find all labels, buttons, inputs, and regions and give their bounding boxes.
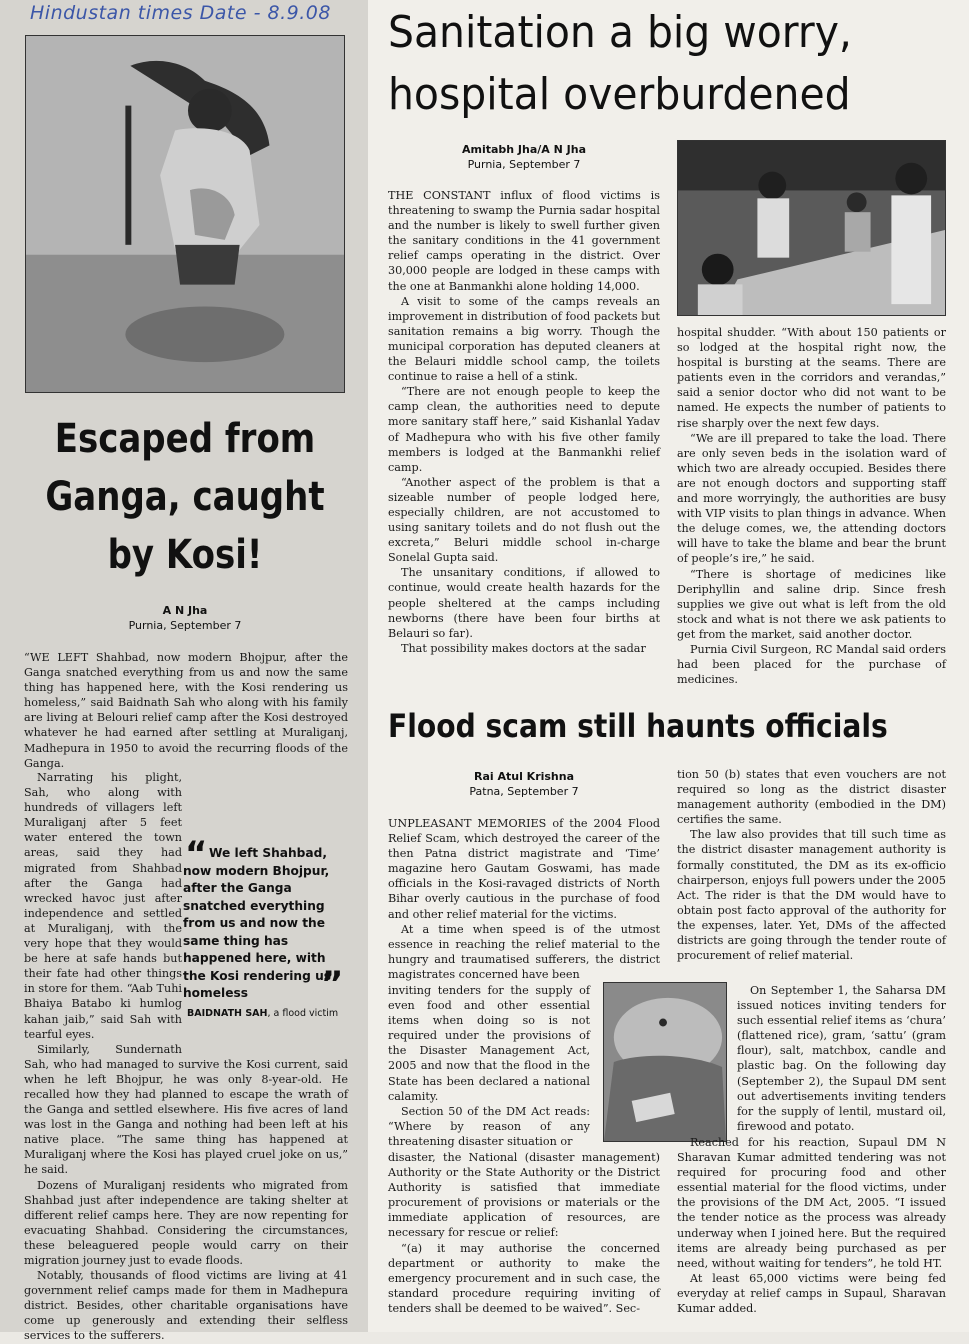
photo-man-with-goat xyxy=(25,35,345,393)
photo-man-with-goat-image xyxy=(26,36,344,392)
flood-col1b-paragraph-1: inviting tenders for the supply of even food and other essential items when doing so is not required under the provisions of the Disaster Management Act, 2005 and now that the flood in the State has been declared a national calamity. xyxy=(388,984,590,1103)
left-paragraph-5: Notably, thousands of flood victims are living at 41 government relief camps made for them in Madhepura district. Besides, other charitable organisations have come up generously and extending their selfless services to the sufferers. xyxy=(24,1269,348,1343)
flood-col1-paragraph-1: UNPLEASANT MEMORIES of the 2004 Flood Relief Scam, which destroyed the career of the then Patna district magistrate and ‘Time’ magazine hero Gautam Goswami, has made officials in the Kosi-ravaged districts of North Bihar overly cautious in the purchase of food and other relief material for the victims. xyxy=(388,817,660,921)
left-paragraph-2: Narrating his plight, Sah, who along with hundreds of villagers left Muraliganj after 5 feet water entered the town areas, said they had migrated from Shahbad after the Ganga had wrecked havoc just after independence and settled at Muraliganj, with the very hope that they would be here at safe hands but their fate had other things in store for them. “Aab Tuhi Bhaiya Batabo ki humlog kahan jaib,” said Sah with tearful eyes. xyxy=(24,771,182,1041)
left-story-headline xyxy=(45,410,326,584)
flood-col2-paragraph-1: tion 50 (b) states that even vouchers are not required so long as the district disaster management authority (embodied in the DM) certifies the same. xyxy=(677,768,946,827)
left-headline-line-1: Escaped from xyxy=(54,416,316,462)
main-col1-paragraph-6: That possibility makes doctors at the sadar xyxy=(401,641,646,655)
flood-story-column-1a xyxy=(388,816,660,982)
handwritten-date-note: Hindustan times Date - 8.9.08 xyxy=(30,2,331,24)
pullquote-attribution-name: BAIDNATH SAH xyxy=(187,1008,268,1019)
main-col1-paragraph-1: THE CONSTANT influx of flood victims is threatening to swamp the Purnia sadar hospital and the number is likely to swell further given the sanitary conditions in the 41 government relief camps operating in the district. Over 30,000 people are lodged in these camps with the one at Banmankhi alone holding 14,000. xyxy=(388,189,660,293)
main-col1-paragraph-2: A visit to some of the camps reveals an improvement in distribution of food packets but sanitation remains a big worry. Though the municipal corporation has deputed cleaners at the Belauri middle school camp, the toilets continue to raise a hell of a stink. xyxy=(388,294,660,384)
pullquote-attribution xyxy=(187,1005,338,1023)
left-story-byline xyxy=(20,603,350,633)
left-headline-line-2: Ganga, caught xyxy=(45,474,325,520)
flood-story-headline: Flood scam still haunts officials xyxy=(388,707,888,745)
left-paragraph-3: Similarly, Sundernath Sah, who had managed to survive the Kosi current, said when he left Bhojpur, he was only 8-year-old. He recalled how they had planned to escape the wrath of the Ganga and settled elsewhere. His five acres of land was lost in the Ganga and nothing had been left at his native place. “The same thing has happened at Muraliganj where the Kosi has played cruel joke on us,” he said. xyxy=(24,1042,348,1177)
photo-flood-debris-image xyxy=(604,983,726,1141)
pullquote-text: We left Shahbad, now modern Bhojpur, after the Ganga snatched everything from us and now the same thing has happened here, with the Kosi rendering us homeless xyxy=(183,846,331,1000)
main-col2-paragraph-4: Purnia Civil Surgeon, RC Mandal said orders had been placed for the purchase of medicines. xyxy=(677,642,946,687)
flood-byline-name: Rai Atul Krishna xyxy=(473,770,575,783)
main-headline-line-2: hospital overburdened xyxy=(388,69,851,120)
flood-story-column-2c xyxy=(677,1135,946,1325)
main-story-headline xyxy=(388,2,918,126)
left-byline-place: Purnia, September 7 xyxy=(128,619,242,632)
main-story-column-1 xyxy=(388,188,660,680)
main-col1-paragraph-4: “Another aspect of the problem is that a sizeable number of people lodged here, especially children, are not accustomed to using sanitary toilets and do not flush out the excreta,” Beluri middle school in-charge Sonelal Gupta said. xyxy=(388,475,660,565)
flood-col1c-paragraph-2: “(a) it may authorise the concerned department or authority to make the emergency procurement and in such case, the standard procedure requiring inviting of tenders shall be deemed to be waived”. Sec- xyxy=(388,1241,660,1315)
left-byline-name: A N Jha xyxy=(162,604,208,617)
main-col1-paragraph-5: The unsanitary conditions, if allowed to continue, would create health hazards for the people sheltered at the camps including newborns (there have been four births at Belauri so far). xyxy=(388,566,660,640)
flood-col2c-paragraph-2: At least 65,000 victims were being fed everyday at relief camps in Supaul, Sharavan Kumar added. xyxy=(677,1271,946,1316)
left-paragraph-4: Dozens of Muraliganj residents who migrated from Shahbad just after independence are taking shelter at different relief camps here. They are now repenting for evacuating Shahbad. Considering the circumstances, these beleaguered people would carry on their migration journey just to evade floods. xyxy=(24,1178,348,1267)
main-col2-paragraph-3: “There is shortage of medicines like Deriphyllin and saline drip. Since fresh supplies we give out what is left from the old stock and what is not there we ask patients to get from the market, said another doctor. xyxy=(677,567,946,641)
flood-col2c-paragraph-1: Reached for his reaction, Supaul DM N Sharavan Kumar admitted tendering was not required for procuring food and other essential material for the flood victims, under the provisions of the DM Act, 2005. “I issued the tender notice as the process was already underway when I joined here. But the required items are already being purchased as per need, without waiting for tenders”, he told HT. xyxy=(677,1136,946,1270)
flood-byline-place: Patna, September 7 xyxy=(469,785,579,798)
main-col2-paragraph-1: hospital shudder. “With about 150 patients or so lodged at the hospital right now, the hospital is bursting at the seams. There are patients even in the corridors and verandas,” said a senior doctor who did not want to be named. He expects the number of patients to rise sharply over the next few days. xyxy=(677,326,946,430)
photo-relief-camp-image xyxy=(678,141,945,315)
flood-story-column-1b xyxy=(388,983,590,1149)
flood-col1b-paragraph-2: Section 50 of the DM Act reads: “Where by reason of any threatening disaster situation or xyxy=(388,1104,590,1148)
flood-story-column-2b xyxy=(737,983,946,1135)
main-story-byline xyxy=(388,142,660,172)
left-paragraph-1: “WE LEFT Shahbad, now modern Bhojpur, after the Ganga snatched everything from us and now the same thing has happened here, with the Kosi rendering us homeless,” said Baidnath Sah who along with his family are living at Belouri relief camp after the Kosi destroyed whatever he had earned after settling at Muraliganj, Madhepura in 1950 to avoid the recurring floods of the Ganga. xyxy=(24,651,348,770)
pullquote-attribution-role: , a flood victim xyxy=(267,1008,339,1019)
photo-relief-camp xyxy=(677,140,946,316)
flood-col1-paragraph-2: At a time when speed is of the utmost essence in reaching the relief material to the hungry and traumatised sufferers, the district magistrates concerned have been xyxy=(388,922,660,981)
main-col2-paragraph-2: “We are ill prepared to take the load. There are only seven beds in the isolation ward of which two are already occupied. Besides there are not enough doctors and supporting staff and more worryingly, the authorities are busy with VIP visits to plan things in advance. When the deluge comes, we, the attending doctors will have to take the blame and bear the brunt of people’s ire,” he said. xyxy=(677,431,946,566)
open-quote-mark: “ xyxy=(185,834,208,874)
main-byline-name: Amitabh Jha/A N Jha xyxy=(461,143,587,156)
flood-story-column-2a xyxy=(677,767,946,983)
flood-col1c-paragraph-1: disaster, the National (disaster management) Authority or the State Authority or the District Authority is satisfied that immediate procurement of provisions or materials or the immediate application of resources, are necessary for rescue or relief: xyxy=(388,1151,660,1240)
close-quote-mark: ” xyxy=(321,964,344,1004)
flood-story-byline xyxy=(388,769,660,799)
main-story-column-2 xyxy=(677,325,946,687)
flood-col2-paragraph-2: The law also provides that till such time as the district disaster management authority is formally constituted, the DM as its ex-officio chairperson, enjoys full powers under the 2005 Act. The rider is that the DM would have to obtain post facto approval of the authority for the expenses, later. Yet, DMs of the affected districts are going through the tender route of procurement of relief material. xyxy=(677,828,946,963)
flood-col2b-paragraph-1: On September 1, the Saharsa DM issued notices inviting tenders for such essential relief items as ‘chura’ (flattened rice), gram, ‘sattu’ (gram flour), salt, matchbox, candle and plastic bag. On the following day (September 2), the Supaul DM sent out advertisements inviting tenders for the supply of lentil, mustard oil, firewood and potato. xyxy=(737,984,946,1133)
main-byline-place: Purnia, September 7 xyxy=(467,158,581,171)
flood-story-column-1c xyxy=(388,1150,660,1322)
pullquote xyxy=(183,834,345,1025)
left-headline-line-3: by Kosi! xyxy=(107,532,263,578)
photo-flood-debris xyxy=(603,982,727,1142)
main-headline-line-1: Sanitation a big worry, xyxy=(388,7,852,58)
main-col1-paragraph-3: “There are not enough people to keep the camp clean, the authorities need to depute more sanitary staff here,” said Kishanlal Yadav of Madhepura who with his five other family members is lodged at the Banmankhi relief camp. xyxy=(388,385,660,474)
